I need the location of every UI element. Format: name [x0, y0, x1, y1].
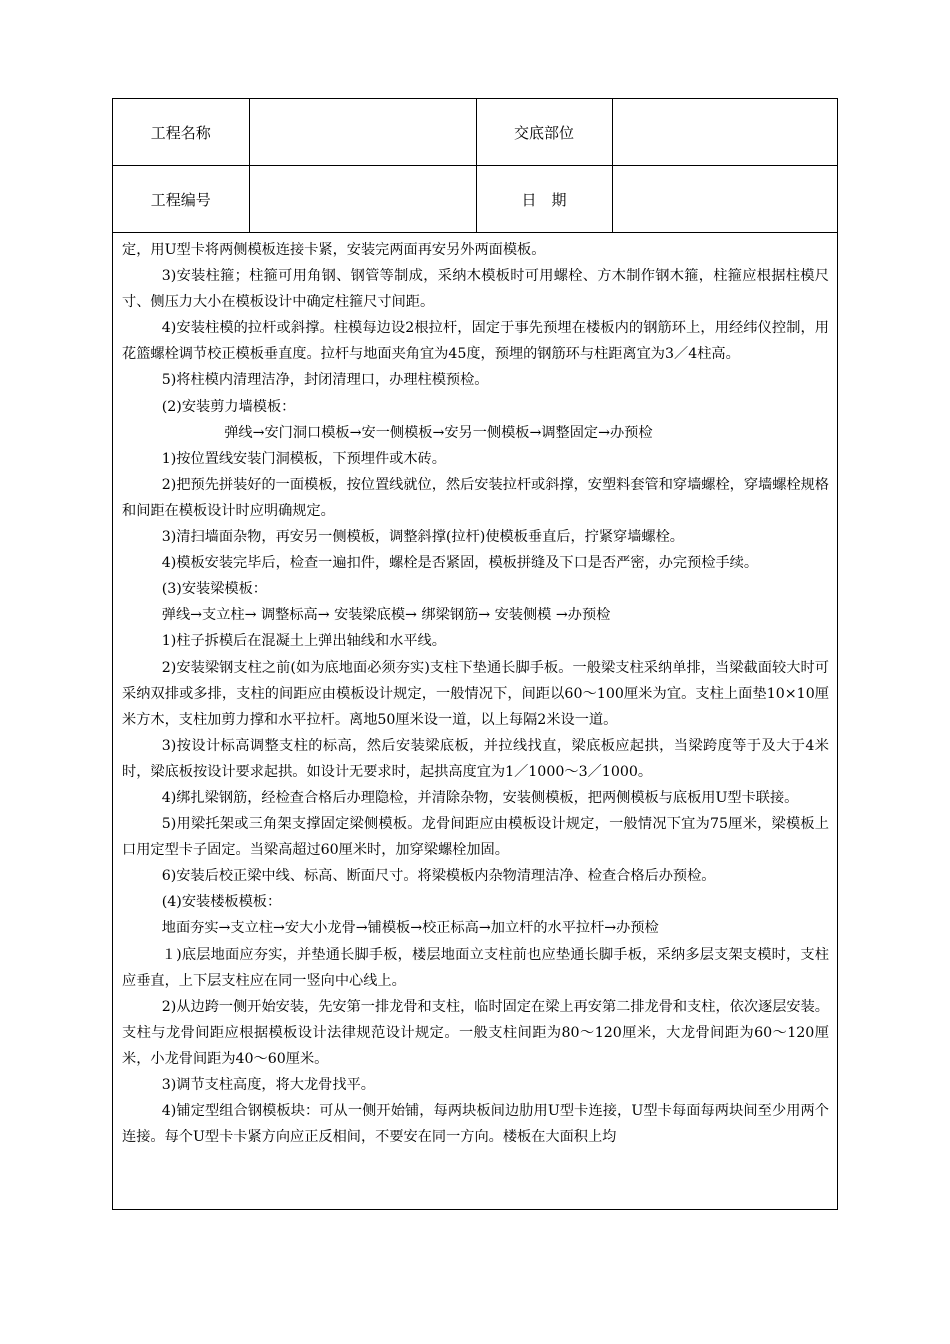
handover-part-value: [612, 99, 837, 166]
project-name-label: 工程名称: [113, 99, 249, 166]
paragraph: 3)调节支柱高度，将大龙骨找平。: [161, 1077, 375, 1093]
paragraph: 1)按位置线安装门洞模板，下预埋件或木砖。: [161, 450, 446, 467]
paragraph: 4)安装柱模的拉杆或斜撑。柱模每边设2根拉杆，固定于事先预埋在楼板内的钢筋环上，用经纬仪控制，用花篮螺栓调节校正模板垂直度。拉杆与地面夹角宜为45度，预埋的钢筋环与柱距离宜为3／4柱高。: [122, 320, 829, 363]
project-no-label: 工程编号: [113, 166, 249, 233]
header-table: [113, 99, 837, 233]
section-heading: (4)安装楼板模板：: [161, 894, 282, 911]
paragraph: 定，用U型卡将两侧模板连接卡紧，安装完两面再安另外两面模板。: [122, 242, 546, 258]
paragraph: 3)安装柱箍；柱箍可用角钢、钢管等制成，采纳木模板时可用螺栓、方木制作钢木箍，柱箍应根据柱模尺寸、侧压力大小在模板设计中确定柱箍尺寸间距。: [122, 268, 829, 311]
handover-part-label: 交底部位: [476, 99, 612, 166]
project-name-value: [249, 99, 476, 166]
process-flow: 地面夯实→支立柱→安大小龙骨→铺模板→校正标高→加立杆的水平拉杆→办预检: [161, 920, 659, 937]
project-no-value: [249, 166, 476, 233]
paragraph: １)底层地面应夯实，并垫通长脚手板，楼层地面立支柱前也应垫通长脚手板，采纳多层支架支模时，支柱应垂直，上下层支柱应在同一竖向中心线上。: [122, 946, 829, 989]
date-value: [612, 166, 837, 233]
process-flow: 弹线→支立柱→ 调整标高→ 安装梁底模→ 绑梁钢筋→ 安装侧模 →办预检: [161, 607, 611, 624]
section-heading: (2)安装剪力墙模板：: [161, 398, 296, 415]
paragraph: 6)安装后校正梁中线、标高、断面尺寸。将梁模板内杂物清理洁净、检查合格后办预检。: [161, 868, 716, 885]
paragraph: 3)按设计标高调整支柱的标高，然后安装梁底板，并拉线找直，梁底板应起拱，当梁跨度等于及大于4米时，梁底板按设计要求起拱。如设计无要求时，起拱高度宜为1／1000～3／1000。: [122, 737, 829, 780]
paragraph: 5)用梁托架或三角架支撑固定梁侧模板。龙骨间距应由模板设计规定，一般情况下宜为75厘米，梁模板上口用定型卡子固定。当梁高超过60厘米时，加穿梁螺栓加固。: [122, 816, 829, 859]
paragraph: 4)绑扎梁钢筋，经检查合格后办理隐检，并清除杂物，安装侧模板，把两侧模板与底板用U型卡联接。: [161, 789, 799, 806]
section-heading: (3)安装梁模板：: [161, 581, 267, 598]
body-text: [113, 233, 837, 1150]
date-label: 日 期: [476, 166, 612, 233]
paragraph: 4)铺定型组合钢模板块：可从一侧开始铺，每两块板间边肋用U型卡连接，U型卡每面每两块间至少用两个连接。每个U型卡卡紧方向应正反相间，不要安在同一方向。楼板在大面积上均: [122, 1103, 829, 1146]
paragraph: 2)把预先拼装好的一面模板，按位置线就位，然后安装拉杆或斜撑，安塑料套管和穿墙螺栓，穿墙螺栓规格和间距在模板设计时应明确规定。: [122, 476, 829, 519]
paragraph: 3)清扫墙面杂物，再安另一侧模板，调整斜撑(拉杆)使模板垂直后，拧紧穿墙螺栓。: [161, 529, 684, 546]
paragraph: 4)模板安装完毕后，检查一遍扣件，螺栓是否紧固，模板拼缝及下口是否严密，办完预检手续。: [161, 555, 759, 572]
paragraph: 1)柱子拆模后在混凝土上弹出轴线和水平线。: [161, 633, 446, 650]
paragraph: 2)安装梁钢支柱之前(如为底地面必须夯实)支柱下垫通长脚手板。一般梁支柱采纳单排，当梁截面较大时可采纳双排或多排，支柱的间距应由模板设计规定，一般情况下，间距以60～100厘米为宜。支柱上面垫10×10厘米方木，支柱加剪力撑和水平拉杆。离地50厘米设一道，以上每隔2米设一道。: [122, 659, 829, 728]
paragraph: 5)将柱模内清理洁净，封闭清理口，办理柱模预检。: [161, 372, 489, 389]
paragraph: 2)从边跨一侧开始安装，先安第一排龙骨和支柱，临时固定在梁上再安第二排龙骨和支柱，依次逐层安装。支柱与龙骨间距应根据模板设计法律规范设计规定。一般支柱间距为80～120厘米，大龙骨间距为60～120厘米，小龙骨间距为40～60厘米。: [122, 998, 829, 1067]
process-flow: 弹线→安门洞口模板→安一侧模板→安另一侧模板→调整固定→办预检: [224, 424, 653, 441]
handover-sheet: [112, 98, 838, 1210]
